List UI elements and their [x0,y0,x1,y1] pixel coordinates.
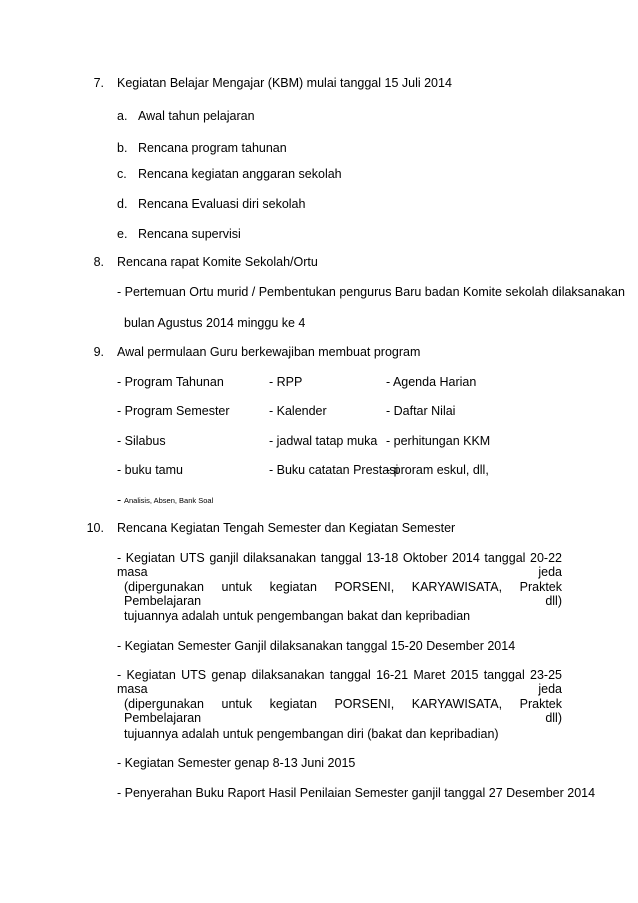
item-8-line-1: - Pertemuan Ortu murid / Pembentukan pengurus Baru badan Komite sekolah dilaksanakan [117,285,625,299]
program-cell: - Agenda Harian [386,375,477,389]
item-7b-letter: b. [117,141,128,155]
item-7b-text: Rencana program tahunan [138,141,287,155]
item-10-line-3: tujuannya adalah untuk pengembangan bakat dan kepribadian [124,609,471,623]
item-9-title: Awal permulaan Guru berkewajiban membuat program [117,345,421,359]
item-9-note: Analisis, Absen, Bank Soal [124,496,214,505]
item-10-line-7: tujuannya adalah untuk pengembangan diri (bakat dan kepribadian) [124,727,499,741]
item-10-line-6: (dipergunakan untuk kegiatan PORSENI, KARYAWISATA, Praktek Pembelajaran dll) [124,697,562,725]
item-8-title: Rencana rapat Komite Sekolah/Ortu [117,255,318,269]
item-10-line-8: - Kegiatan Semester genap 8-13 Juni 2015 [117,756,356,770]
item-7a-letter: a. [117,109,128,123]
program-cell: - Program Semester [117,404,230,418]
item-10-title: Rencana Kegiatan Tengah Semester dan Kegiatan Semester [117,521,456,535]
item-10-line-1: - Kegiatan UTS ganjil dilaksanakan tanggal 13-18 Oktober 2014 tanggal 20-22 masa jeda [117,551,562,579]
program-cell: - proram eskul, dll, [386,463,489,477]
item-7c-text: Rencana kegiatan anggaran sekolah [138,167,342,181]
item-9-note-dash: - [117,493,122,507]
program-cell: - jadwal tatap muka [269,434,378,448]
item-7d-text: Rencana Evaluasi diri sekolah [138,197,306,211]
item-10-number: 10. [86,521,104,535]
program-cell: - Kalender [269,404,327,418]
item-10-line-5: - Kegiatan UTS genap dilaksanakan tanggal 16-21 Maret 2015 tanggal 23-25 masa jeda [117,668,562,696]
program-cell: - perhitungan KKM [386,434,491,448]
program-cell: - RPP [269,375,303,389]
program-cell: - buku tamu [117,463,184,477]
item-8-line-2: bulan Agustus 2014 minggu ke 4 [124,316,306,330]
item-7-number: 7. [93,76,104,90]
item-7c-letter: c. [117,167,127,181]
program-cell: - Daftar Nilai [386,404,456,418]
item-10-line-9: - Penyerahan Buku Raport Hasil Penilaian Semester ganjil tanggal 27 Desember 2014 [117,786,596,800]
item-7d-letter: d. [117,197,128,211]
program-cell: - Buku catatan Prestasi [269,463,399,477]
item-10-line-4: - Kegiatan Semester Ganjil dilaksanakan tanggal 15-20 Desember 2014 [117,639,516,653]
item-9-number: 9. [93,345,104,359]
item-7e-text: Rencana supervisi [138,227,241,241]
item-7-title: Kegiatan Belajar Mengajar (KBM) mulai tanggal 15 Juli 2014 [117,76,452,90]
item-7a-text: Awal tahun pelajaran [138,109,255,123]
item-7e-letter: e. [117,227,128,241]
item-8-number: 8. [93,255,104,269]
program-cell: - Silabus [117,434,166,448]
item-10-line-2: (dipergunakan untuk kegiatan PORSENI, KARYAWISATA, Praktek Pembelajaran dll) [124,580,562,608]
program-cell: - Program Tahunan [117,375,224,389]
